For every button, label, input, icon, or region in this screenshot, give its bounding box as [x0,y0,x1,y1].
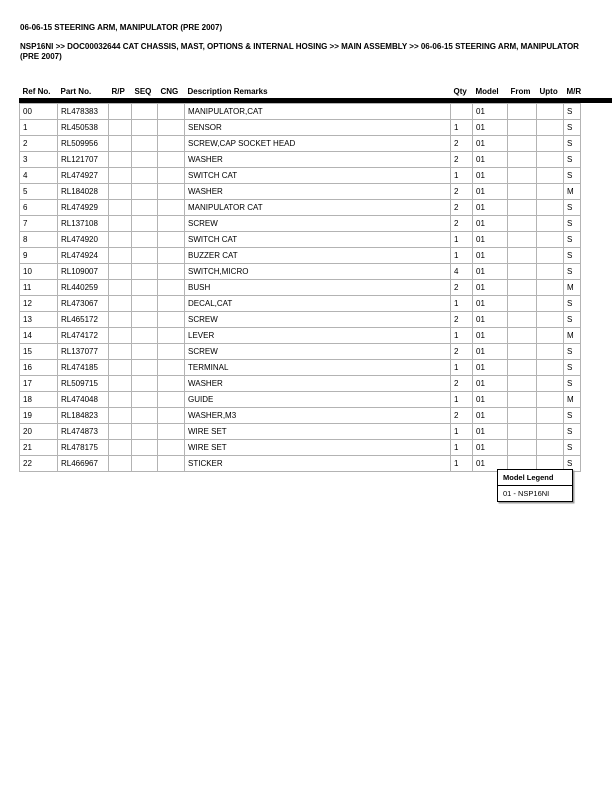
cell-rp [109,424,132,440]
cell-from [508,376,537,392]
cell-mr: S [564,216,581,232]
column-header-description: Description Remarks [187,87,268,96]
cell-cng [158,376,185,392]
cell-ref-no: 21 [20,440,58,456]
cell-mr: S [564,456,581,472]
cell-description: WASHER [185,376,451,392]
cell-model: 01 [473,360,508,376]
column-header-model: Model [475,87,499,96]
cell-seq [132,392,158,408]
cell-mr: M [564,280,581,296]
cell-seq [132,200,158,216]
table-row [20,408,581,424]
cell-cng [158,440,185,456]
cell-qty: 2 [451,216,473,232]
cell-mr: M [564,184,581,200]
cell-model: 01 [473,440,508,456]
cell-description: SWITCH,MICRO [185,264,451,280]
cell-rp [109,296,132,312]
cell-seq [132,328,158,344]
cell-description: BUSH [185,280,451,296]
column-header-seq: SEQ [134,87,152,96]
page-title: 06-06-15 STEERING ARM, MANIPULATOR (PRE 2007) [20,23,223,32]
cell-ref-no: 16 [20,360,58,376]
table-row [20,328,581,344]
cell-mr: S [564,120,581,136]
cell-upto [537,104,564,120]
cell-part-no: RL478175 [58,440,109,456]
cell-from [508,312,537,328]
cell-qty: 1 [451,120,473,136]
cell-mr: S [564,232,581,248]
cell-upto [537,136,564,152]
cell-qty: 1 [451,232,473,248]
cell-model: 01 [473,152,508,168]
table-row [20,248,581,264]
cell-mr: M [564,328,581,344]
cell-model: 01 [473,168,508,184]
column-header-rp: R/P [111,87,125,96]
cell-from [508,200,537,216]
table-row [20,200,581,216]
cell-rp [109,344,132,360]
cell-model: 01 [473,200,508,216]
cell-from [508,120,537,136]
cell-ref-no: 15 [20,344,58,360]
cell-seq [132,280,158,296]
cell-qty: 2 [451,280,473,296]
cell-description: SWITCH CAT [185,168,451,184]
cell-from [508,424,537,440]
cell-part-no: RL184823 [58,408,109,424]
cell-from [508,232,537,248]
cell-mr: S [564,200,581,216]
cell-from [508,360,537,376]
cell-seq [132,424,158,440]
cell-description: TERMINAL [185,360,451,376]
cell-cng [158,360,185,376]
cell-rp [109,312,132,328]
cell-description: WIRE SET [185,424,451,440]
cell-seq [132,136,158,152]
cell-upto [537,264,564,280]
cell-cng [158,168,185,184]
cell-model: 01 [473,136,508,152]
cell-rp [109,360,132,376]
cell-mr: S [564,376,581,392]
cell-ref-no: 9 [20,248,58,264]
cell-qty: 2 [451,184,473,200]
cell-rp [109,184,132,200]
cell-ref-no: 7 [20,216,58,232]
cell-rp [109,200,132,216]
cell-cng [158,424,185,440]
cell-upto [537,440,564,456]
cell-description: SENSOR [185,120,451,136]
cell-mr: S [564,296,581,312]
cell-cng [158,296,185,312]
model-legend-entry: 01 - NSP16NI [503,489,550,498]
cell-rp [109,136,132,152]
cell-upto [537,312,564,328]
cell-mr: S [564,152,581,168]
cell-upto [537,392,564,408]
cell-model: 01 [473,248,508,264]
cell-cng [158,232,185,248]
cell-part-no: RL450538 [58,120,109,136]
cell-seq [132,216,158,232]
cell-rp [109,376,132,392]
table-row [20,440,581,456]
cell-qty: 1 [451,328,473,344]
cell-from [508,408,537,424]
cell-seq [132,312,158,328]
cell-description: WASHER [185,152,451,168]
cell-model: 01 [473,104,508,120]
cell-mr: S [564,360,581,376]
cell-qty: 2 [451,200,473,216]
cell-qty: 1 [451,392,473,408]
table-row [20,376,581,392]
cell-model: 01 [473,328,508,344]
cell-cng [158,312,185,328]
cell-mr: S [564,424,581,440]
cell-from [508,328,537,344]
cell-model: 01 [473,408,508,424]
cell-rp [109,456,132,472]
cell-rp [109,280,132,296]
cell-description: MANIPULATOR CAT [185,200,451,216]
cell-seq [132,440,158,456]
column-header-part-no: Part No. [60,87,92,96]
cell-upto [537,328,564,344]
cell-part-no: RL478383 [58,104,109,120]
cell-description: DECAL,CAT [185,296,451,312]
column-header-cng: CNG [160,87,179,96]
model-legend-title: Model Legend [498,470,572,486]
cell-part-no: RL466967 [58,456,109,472]
cell-ref-no: 6 [20,200,58,216]
cell-mr: S [564,136,581,152]
cell-qty: 2 [451,136,473,152]
cell-qty: 1 [451,168,473,184]
cell-description: WASHER [185,184,451,200]
cell-upto [537,232,564,248]
cell-ref-no: 4 [20,168,58,184]
cell-seq [132,248,158,264]
table-row [20,184,581,200]
cell-part-no: RL137108 [58,216,109,232]
cell-rp [109,104,132,120]
cell-ref-no: 8 [20,232,58,248]
cell-cng [158,280,185,296]
cell-part-no: RL474185 [58,360,109,376]
cell-model: 01 [473,376,508,392]
cell-from [508,296,537,312]
cell-rp [109,392,132,408]
cell-rp [109,120,132,136]
cell-description: SCREW,CAP SOCKET HEAD [185,136,451,152]
cell-part-no: RL509956 [58,136,109,152]
cell-upto [537,296,564,312]
cell-mr: S [564,440,581,456]
cell-description: LEVER [185,328,451,344]
cell-seq [132,184,158,200]
table-row [20,280,581,296]
cell-mr: S [564,264,581,280]
table-row [20,312,581,328]
cell-description: SWITCH CAT [185,232,451,248]
cell-description: SCREW [185,312,451,328]
cell-seq [132,408,158,424]
cell-description: STICKER [185,456,451,472]
cell-ref-no: 13 [20,312,58,328]
cell-model: 01 [473,216,508,232]
cell-rp [109,152,132,168]
cell-description: WASHER,M3 [185,408,451,424]
table-body [20,104,581,472]
cell-upto [537,280,564,296]
cell-upto [537,344,564,360]
cell-part-no: RL474927 [58,168,109,184]
cell-qty: 1 [451,248,473,264]
cell-cng [158,136,185,152]
cell-model: 01 [473,120,508,136]
cell-ref-no: 11 [20,280,58,296]
cell-mr: S [564,104,581,120]
cell-mr: S [564,248,581,264]
cell-part-no: RL184028 [58,184,109,200]
cell-from [508,168,537,184]
cell-model: 01 [473,456,508,472]
cell-cng [158,120,185,136]
cell-part-no: RL474920 [58,232,109,248]
cell-ref-no: 3 [20,152,58,168]
cell-cng [158,408,185,424]
cell-upto [537,248,564,264]
cell-ref-no: 22 [20,456,58,472]
cell-ref-no: 1 [20,120,58,136]
cell-part-no: RL474172 [58,328,109,344]
cell-from [508,344,537,360]
breadcrumb: NSP16NI >> DOC00032644 CAT CHASSIS, MAST, OPTIONS & INTERNAL HOSING >> MAIN ASSEMBLY >> 06-06-15 STEERING ARM, MANIPULATOR (PRE 2007) [20,42,579,61]
cell-cng [158,104,185,120]
cell-ref-no: 12 [20,296,58,312]
cell-ref-no: 10 [20,264,58,280]
cell-rp [109,216,132,232]
cell-seq [132,232,158,248]
column-header-from: From [510,87,531,96]
cell-from [508,104,537,120]
cell-qty: 2 [451,152,473,168]
cell-rp [109,408,132,424]
cell-seq [132,168,158,184]
cell-model: 01 [473,424,508,440]
cell-model: 01 [473,344,508,360]
cell-model: 01 [473,312,508,328]
table-row [20,104,581,120]
table-row [20,232,581,248]
parts-table [19,87,581,472]
cell-part-no: RL109007 [58,264,109,280]
cell-rp [109,264,132,280]
cell-upto [537,424,564,440]
cell-from [508,136,537,152]
cell-upto [537,152,564,168]
cell-upto [537,408,564,424]
cell-qty: 2 [451,312,473,328]
table-row [20,360,581,376]
cell-seq [132,104,158,120]
cell-qty: 1 [451,424,473,440]
cell-qty: 4 [451,264,473,280]
cell-model: 01 [473,232,508,248]
cell-cng [158,344,185,360]
cell-part-no: RL474048 [58,392,109,408]
table-row [20,216,581,232]
cell-qty: 1 [451,360,473,376]
cell-qty: 1 [451,296,473,312]
cell-ref-no: 5 [20,184,58,200]
cell-qty [451,104,473,120]
table-row [20,296,581,312]
table-row [20,264,581,280]
cell-seq [132,120,158,136]
cell-upto [537,216,564,232]
table-row [20,136,581,152]
cell-seq [132,360,158,376]
cell-from [508,152,537,168]
cell-from [508,280,537,296]
cell-upto [537,376,564,392]
table-row [20,392,581,408]
cell-rp [109,440,132,456]
model-legend [497,469,573,502]
cell-from [508,184,537,200]
table-row [20,168,581,184]
cell-mr: S [564,344,581,360]
table-row [20,424,581,440]
cell-seq [132,376,158,392]
cell-seq [132,344,158,360]
cell-description: SCREW [185,216,451,232]
cell-model: 01 [473,184,508,200]
cell-upto [537,200,564,216]
cell-mr: S [564,312,581,328]
cell-description: BUZZER CAT [185,248,451,264]
cell-seq [132,264,158,280]
column-header-mr: M/R [566,87,582,96]
cell-part-no: RL137077 [58,344,109,360]
cell-ref-no: 18 [20,392,58,408]
cell-from [508,216,537,232]
cell-from [508,440,537,456]
cell-model: 01 [473,392,508,408]
cell-rp [109,168,132,184]
cell-qty: 2 [451,344,473,360]
cell-part-no: RL473067 [58,296,109,312]
cell-ref-no: 2 [20,136,58,152]
cell-seq [132,152,158,168]
cell-upto [537,360,564,376]
cell-cng [158,456,185,472]
cell-ref-no: 19 [20,408,58,424]
cell-model: 01 [473,264,508,280]
cell-part-no: RL509715 [58,376,109,392]
cell-cng [158,328,185,344]
cell-cng [158,248,185,264]
cell-description: GUIDE [185,392,451,408]
cell-part-no: RL440259 [58,280,109,296]
cell-part-no: RL465172 [58,312,109,328]
cell-seq [132,296,158,312]
cell-from [508,264,537,280]
cell-part-no: RL474924 [58,248,109,264]
cell-description: WIRE SET [185,440,451,456]
cell-model: 01 [473,296,508,312]
column-header-ref-no: Ref No. [22,87,51,96]
cell-ref-no: 20 [20,424,58,440]
cell-cng [158,216,185,232]
header-divider-bar [19,98,612,103]
cell-cng [158,200,185,216]
table-row [20,344,581,360]
cell-description: MANIPULATOR,CAT [185,104,451,120]
cell-cng [158,184,185,200]
cell-part-no: RL121707 [58,152,109,168]
cell-cng [158,264,185,280]
table-row [20,120,581,136]
cell-qty: 2 [451,408,473,424]
cell-part-no: RL474873 [58,424,109,440]
cell-mr: S [564,408,581,424]
cell-upto [537,168,564,184]
cell-mr: S [564,168,581,184]
cell-ref-no: 17 [20,376,58,392]
cell-model: 01 [473,280,508,296]
column-header-qty: Qty [453,87,467,96]
cell-ref-no: 14 [20,328,58,344]
cell-qty: 1 [451,456,473,472]
cell-description: SCREW [185,344,451,360]
cell-cng [158,392,185,408]
cell-upto [537,184,564,200]
cell-qty: 2 [451,376,473,392]
cell-rp [109,232,132,248]
cell-from [508,392,537,408]
cell-cng [158,152,185,168]
cell-rp [109,328,132,344]
cell-mr: M [564,392,581,408]
cell-ref-no: 00 [20,104,58,120]
column-header-upto: Upto [539,87,558,96]
cell-qty: 1 [451,440,473,456]
cell-seq [132,456,158,472]
table-row [20,152,581,168]
cell-rp [109,248,132,264]
cell-part-no: RL474929 [58,200,109,216]
cell-upto [537,120,564,136]
cell-from [508,248,537,264]
